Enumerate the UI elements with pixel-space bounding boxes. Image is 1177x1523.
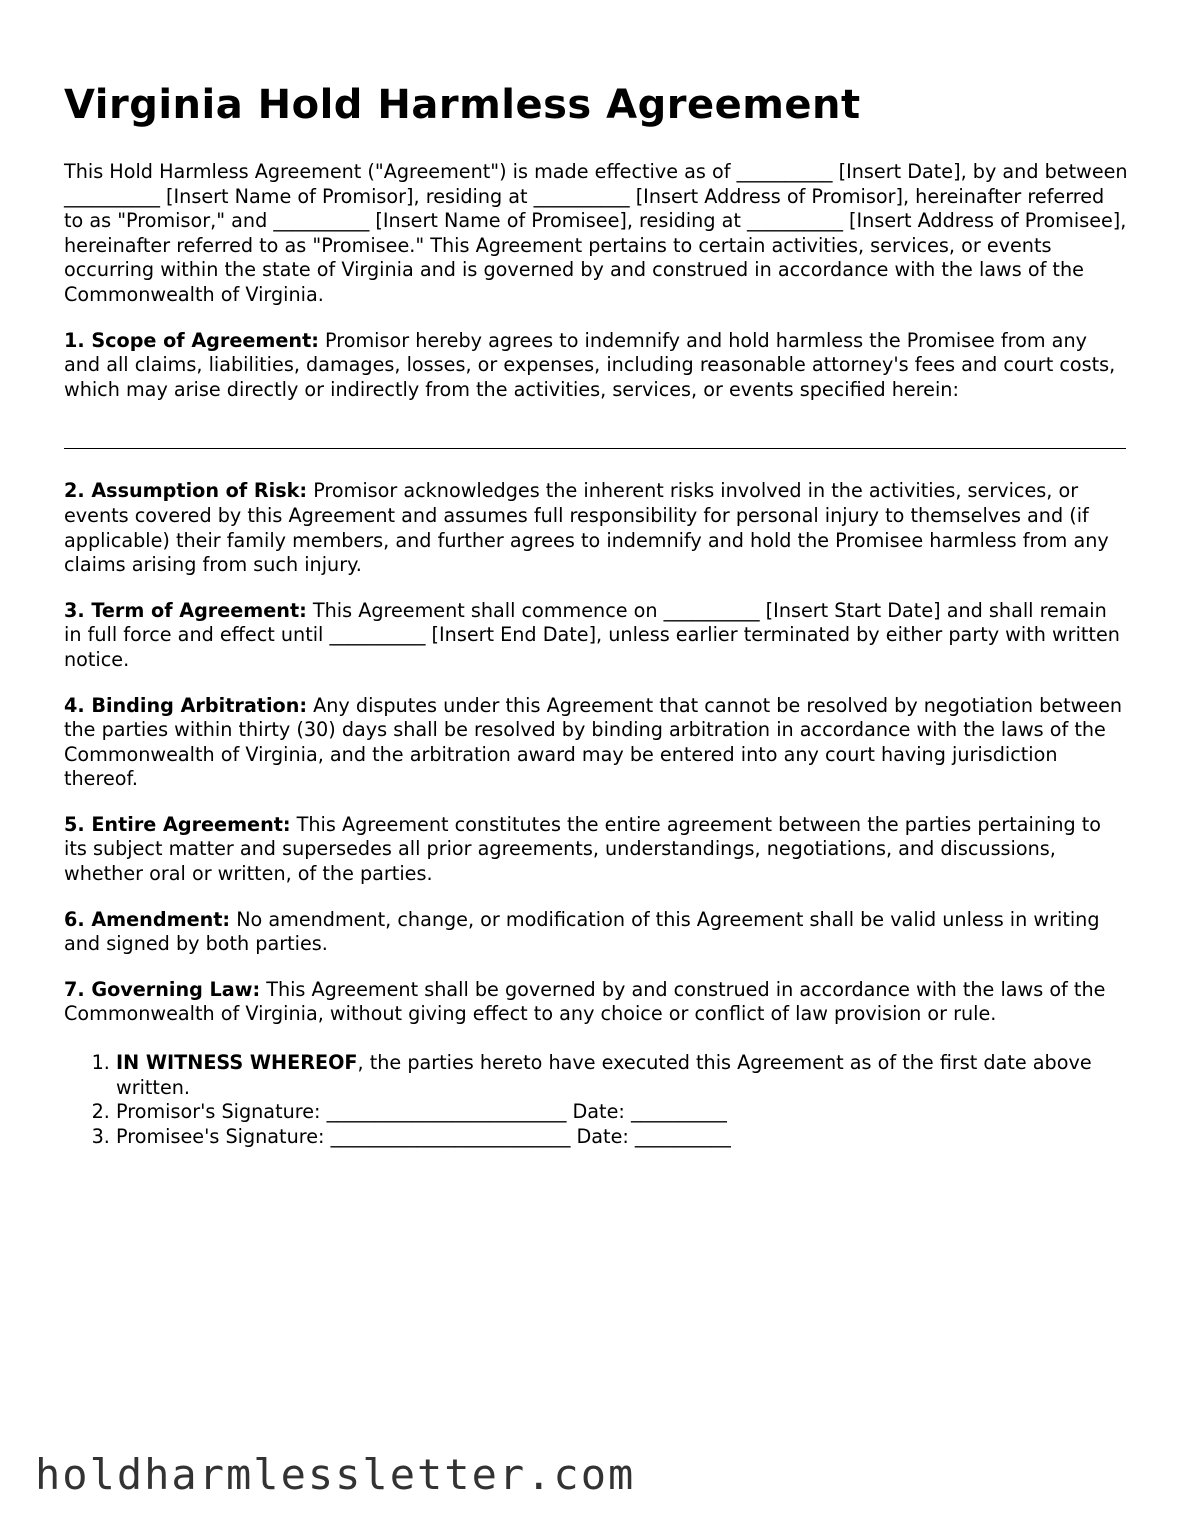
section-text: Any disputes under this Agreement that cannot be resolved by negotiation between the parties within thirty (30) days shall be resolved by binding arbitration in accordance with the laws of the Commonwealth of Virginia, and the arbitration award may be entered into any court having jurisdiction thereof. — [64, 693, 1123, 791]
section-heading: 4. Binding Arbitration: — [64, 693, 308, 717]
intro-paragraph: This Hold Harmless Agreement ("Agreement") is made effective as of __________ [Insert Date], by and between __________ [Insert Name of Promisor], residing at __________ [Insert Address of Promisor], hereinafter referred to as "Promisor," and __________ [Insert Name of Promisee], residing at __________ [Insert Address of Promisee], hereinafter referred to as "Promisee." This Agreement pertains to certain activities, services, or events occurring within the state of Virginia and is governed by and construed in accordance with the laws of the Commonwealth of Virginia. — [64, 160, 1128, 306]
section-heading: 7. Governing Law: — [64, 977, 261, 1001]
witness-heading: IN WITNESS WHEREOF — [116, 1051, 358, 1075]
signature-list — [64, 1051, 1129, 1149]
section-amendment — [64, 908, 1129, 957]
section-text: This Agreement shall be governed by and construed in accordance with the laws of the Commonwealth of Virginia, without giving effect to any choice or conflict of law provision or rule. — [64, 977, 1106, 1026]
site-watermark: holdharmlessletter.com — [35, 1450, 636, 1499]
section-entire-agreement — [64, 813, 1129, 887]
section-text: Promisor acknowledges the inherent risks involved in the activities, services, or events covered by this Agreement and assumes full responsibility for personal injury to themselves and (if applicable) their family members, and further agrees to indemnify and hold the Promisee harmless from any claims arising from such injury. — [64, 479, 1109, 577]
section-text: This Agreement shall commence on __________ [Insert Start Date] and shall remain in full force and effect until __________ [Insert End Date], unless earlier terminated by either party with written notice. — [64, 598, 1120, 671]
document-title: Virginia Hold Harmless Agreement — [64, 82, 861, 128]
witness-clause — [116, 1051, 1129, 1100]
section-scope — [64, 329, 1129, 403]
document-page — [64, 80, 1129, 1149]
section-term — [64, 599, 1129, 673]
section-assumption-of-risk — [64, 479, 1129, 577]
section-heading: 2. Assumption of Risk: — [64, 479, 308, 503]
promisor-signature-line: 2. Promisor's Signature: _________________________ Date: __________ — [116, 1100, 1129, 1125]
section-heading: 1. Scope of Agreement: — [64, 328, 319, 352]
section-heading: 6. Amendment: — [64, 907, 231, 931]
section-heading: 5. Entire Agreement: — [64, 812, 291, 836]
promisee-signature-line: 3. Promisee's Signature: _________________________ Date: __________ — [116, 1125, 1129, 1150]
section-text: No amendment, change, or modification of this Agreement shall be valid unless in writing and signed by both parties. — [64, 907, 1100, 956]
section-governing-law — [64, 978, 1129, 1027]
section-binding-arbitration — [64, 694, 1129, 792]
blank-fill-line — [64, 448, 1126, 449]
section-heading: 3. Term of Agreement: — [64, 598, 307, 622]
witness-text: , the parties hereto have executed this Agreement as of the first date above written. — [116, 1051, 1092, 1099]
section-text: Promisor hereby agrees to indemnify and hold harmless the Promisee from any and all claims, liabilities, damages, losses, or expenses, including reasonable attorney's fees and court costs, which may arise directly or indirectly from the activities, services, or events specified herein: — [64, 328, 1116, 401]
section-text: This Agreement constitutes the entire agreement between the parties pertaining to its subject matter and supersedes all prior agreements, understandings, negotiations, and discussions, whether oral or written, of the parties. — [64, 812, 1102, 886]
